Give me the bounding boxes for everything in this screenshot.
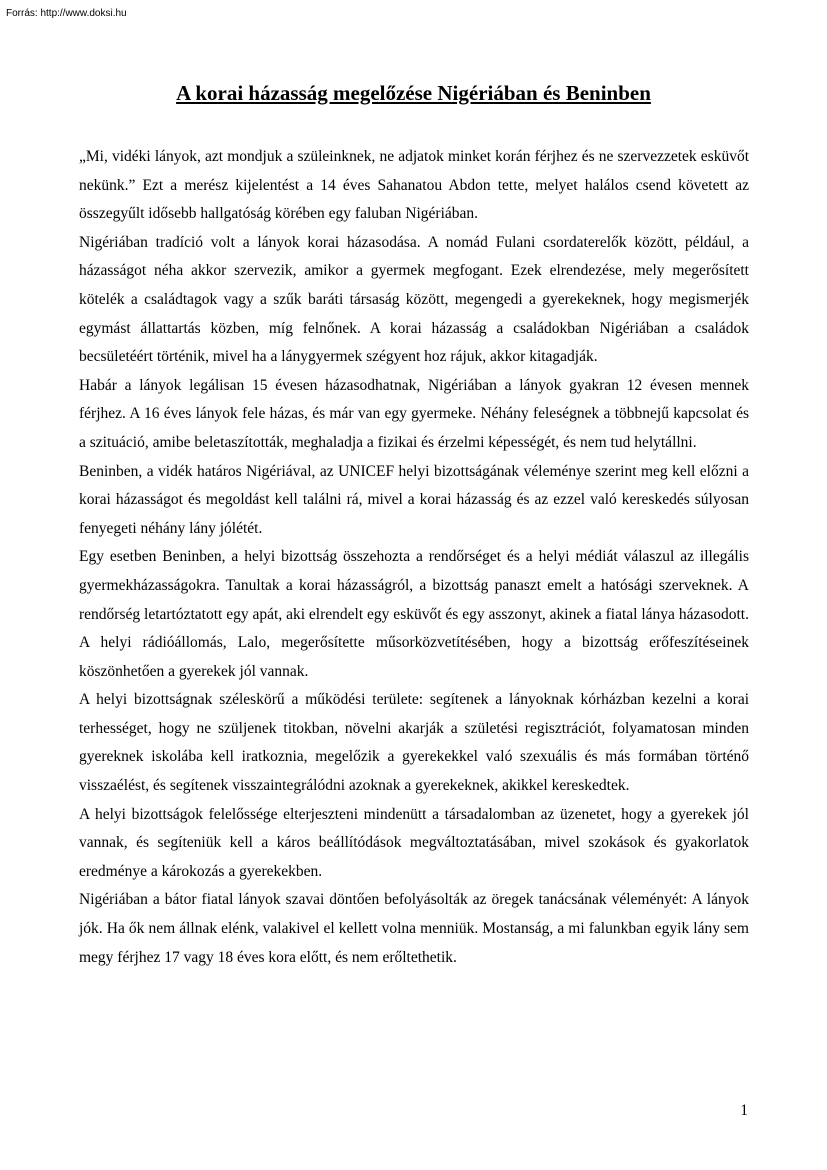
paragraph: A helyi bizottságok felelőssége elterjeszteni mindenütt a társadalomban az üzenetet, hogy a gyerekek jól vannak, és segíteniük kell a káros beállítódások megváltoztatásában, mivel szokások és gyakorlatok eredménye a károkozás a gyerekekben. — [79, 805, 749, 880]
paragraph: Habár a lányok legálisan 15 évesen házasodhatnak, Nigériában a lányok gyakran 12 évesen mennek férjhez. A 16 éves lányok fele házas, és már van egy gyermeke. Néhány feleségnek a többnejű kapcsolat és a szituáció, amibe beletaszították, meghaladja a fizikai és érzelmi képességét, és nem tud helytállni. — [79, 376, 749, 451]
source-line: Forrás: http://www.doksi.hu — [6, 8, 127, 19]
paragraph: „Mi, vidéki lányok, azt mondjuk a szüleinknek, ne adjatok minket korán férjhez és ne szervezzetek esküvőt nekünk.” Ezt a merész kijelentést a 14 éves Sahanatou Abdon tette, melyet halálos csend követett az összegyűlt idősebb hallgatóság körében egy faluban Nigériában. — [79, 148, 749, 223]
paragraph: A helyi bizottságnak széleskörű a működési területe: segítenek a lányoknak kórházban kezelni a korai terhességet, hogy ne szüljenek titokban, növelni akarják a születési regisztrációt, folyamatosan minden gyereknek iskolába kell iratkoznia, megelőzik a gyerekekkel való szexuális és más formában történő visszaélést, és segítenek visszaintegrálódni azoknak a gyerekeknek, akikkel kereskedtek. — [79, 691, 749, 795]
document-title: A korai házasság megelőzése Nigériában és Beninben — [176, 81, 651, 105]
paragraph: Nigériában a bátor fiatal lányok szavai döntően befolyásolták az öregek tanácsának véleményét: A lányok jók. Ha ők nem állnak elénk, valakivel el kellett volna menniük. Mostanság, a mi falunkban egyik lány sem megy férjhez 17 vagy 18 éves kora előtt, és nem erőltethetik. — [79, 891, 749, 966]
document-body — [79, 143, 749, 972]
paragraph: Nigériában tradíció volt a lányok korai házasodása. A nomád Fulani csordaterelők között, például, a házasságot néha akkor szervezik, amikor a gyermek megfogant. Ezek elrendezése, mely megerősített kötelék a családtagok vagy a szűk baráti társaság között, megengedi a gyerekeknek, hogy megismerjék egymást állattartás közben, míg felnőnek. A korai házasság a családokban Nigériában a családok becsületéért történik, mivel ha a lánygyermek szégyent hoz rájuk, akkor kitagadják. — [79, 233, 749, 366]
page-number: 1 — [740, 1102, 748, 1119]
paragraph: Egy esetben Beninben, a helyi bizottság összehozta a rendőrséget és a helyi médiát válaszul az illegális gyermekházasságokra. Tanultak a korai házasságról, a bizottság panaszt emelt a hatósági szerveknek. A rendőrség letartóztatott egy apát, aki elrendelt egy esküvőt és egy asszonyt, akinek a fiatal lánya házasodott. A helyi rádióállomás, Lalo, megerősítette műsorközvetítésében, hogy a bizottság erőfeszítéseinek köszönhetően a gyerekek jól vannak. — [79, 548, 749, 680]
paragraph: Beninben, a vidék határos Nigériával, az UNICEF helyi bizottságának véleménye szerint meg kell előzni a korai házasságot és megoldást kell találni rá, mivel a korai házasság és az ezzel való kereskedés súlyosan fenyegeti néhány lány jólétét. — [79, 462, 749, 537]
